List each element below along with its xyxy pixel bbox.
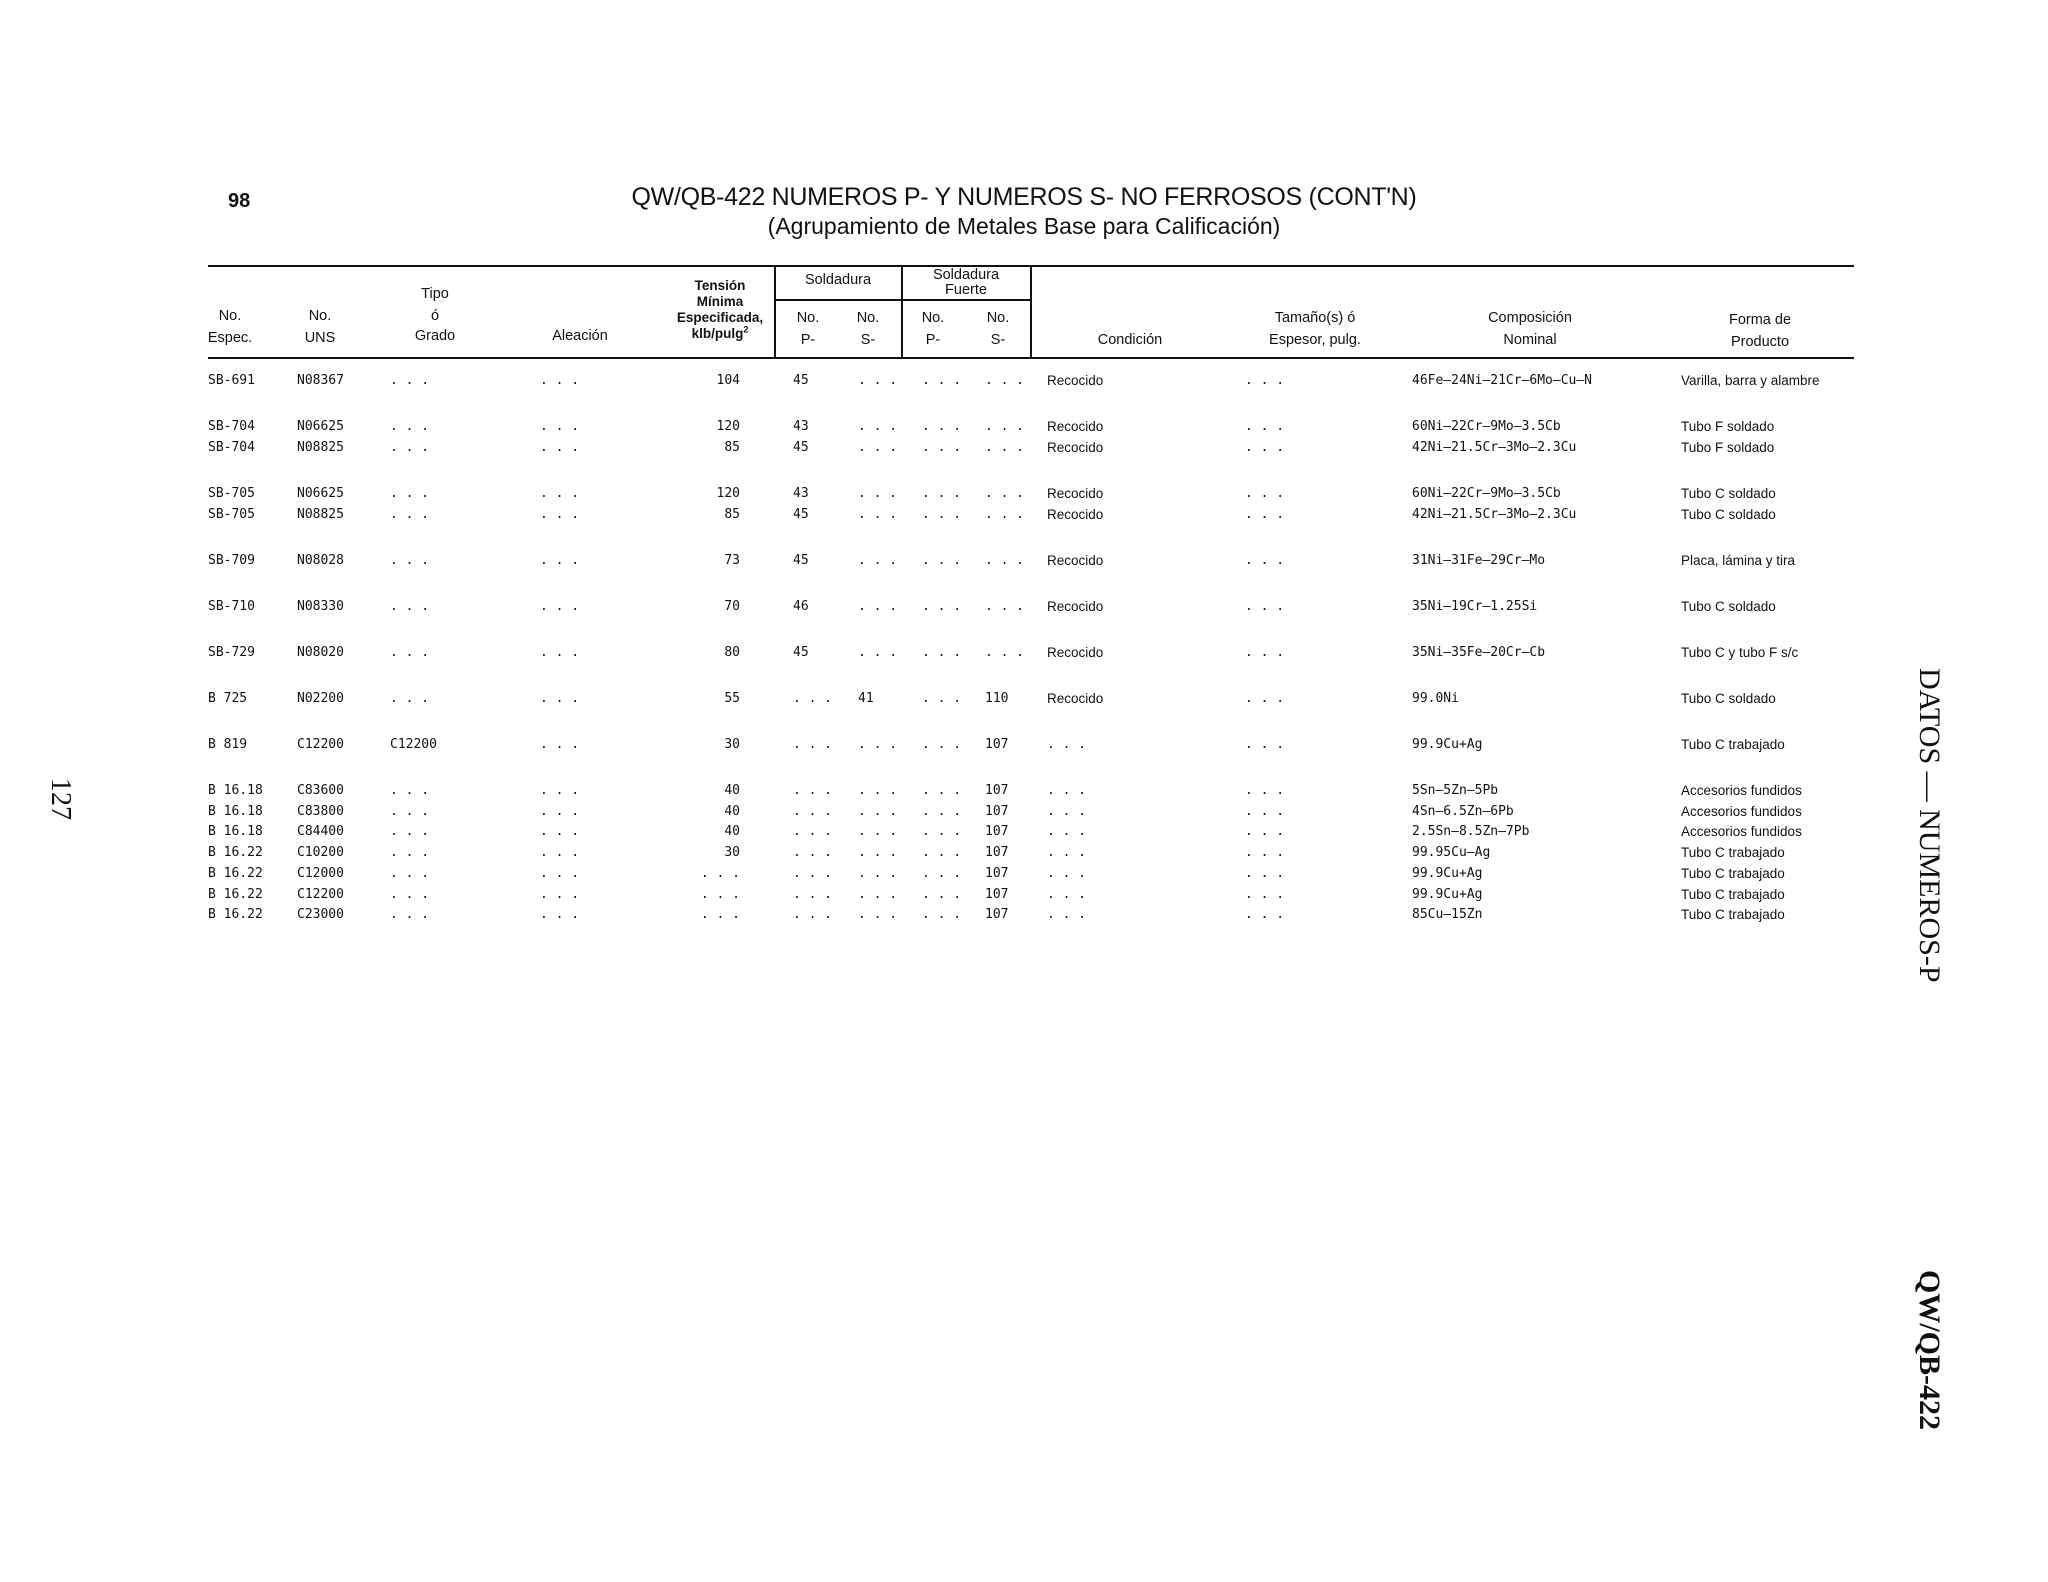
- cell-condicion: Recocido: [1047, 507, 1104, 522]
- cell-bs: 107: [985, 845, 1009, 860]
- cell-ws: . . .: [858, 486, 898, 501]
- cell-tension: . . .: [700, 887, 740, 902]
- cell-uns: C84400: [297, 824, 344, 839]
- cell-uns: C12000: [297, 866, 344, 881]
- cell-forma: Tubo C trabajado: [1681, 845, 1785, 860]
- page-number: 98: [228, 190, 251, 212]
- cell-bp: . . .: [922, 373, 962, 388]
- cell-wp: . . .: [793, 907, 833, 922]
- header-tension-exponent: 2: [743, 324, 749, 335]
- cell-composicion: 46Fe–24Ni–21Cr–6Mo–Cu–N: [1412, 373, 1593, 388]
- cell-uns: N08825: [297, 507, 344, 522]
- cell-bp: . . .: [922, 486, 962, 501]
- cell-spec: B 16.22: [208, 845, 263, 860]
- cell-tipo: . . .: [390, 907, 430, 922]
- cell-condicion: . . .: [1047, 866, 1087, 881]
- cell-spec: SB-705: [208, 486, 255, 501]
- cell-ws: . . .: [858, 907, 898, 922]
- cell-forma: Tubo C y tubo F s/c: [1681, 645, 1799, 660]
- cell-composicion: 42Ni–21.5Cr–3Mo–2.3Cu: [1412, 440, 1577, 455]
- cell-bs: 107: [985, 783, 1009, 798]
- cell-bp: . . .: [922, 845, 962, 860]
- cell-wp: . . .: [793, 824, 833, 839]
- cell-composicion: 5Sn–5Zn–5Pb: [1412, 783, 1499, 798]
- cell-composicion: 99.0Ni: [1412, 691, 1459, 706]
- cell-uns: C10200: [297, 845, 344, 860]
- cell-tension: 30: [724, 737, 740, 752]
- cell-bp: . . .: [922, 783, 962, 798]
- cell-wp: . . .: [793, 866, 833, 881]
- cell-tipo: . . .: [390, 599, 430, 614]
- cell-condicion: . . .: [1047, 907, 1087, 922]
- cell-forma: Tubo C soldado: [1681, 486, 1776, 501]
- cell-tipo: . . .: [390, 507, 430, 522]
- cell-wp: 45: [793, 645, 809, 660]
- cell-forma: Tubo F soldado: [1681, 419, 1775, 434]
- cell-condicion: Recocido: [1047, 645, 1104, 660]
- cell-spec: SB-710: [208, 599, 255, 614]
- cell-spec: B 16.22: [208, 907, 263, 922]
- cell-bp: . . .: [922, 804, 962, 819]
- side-label-top: DATOS — NUMEROS-P: [1913, 668, 1946, 983]
- cell-forma: Tubo C trabajado: [1681, 737, 1785, 752]
- cell-composicion: 99.9Cu+Ag: [1412, 887, 1483, 902]
- cell-forma: Tubo F soldado: [1681, 440, 1775, 455]
- header-soldadura-s: No. S-: [856, 310, 880, 348]
- cell-bp: . . .: [922, 507, 962, 522]
- cell-composicion: 35Ni–19Cr–1.25Si: [1412, 599, 1538, 614]
- cell-ws: . . .: [858, 440, 898, 455]
- cell-wp: 45: [793, 440, 809, 455]
- header-tamano: Tamaño(s) ó Espesor, pulg.: [1269, 310, 1361, 348]
- cell-composicion: 2.5Sn–8.5Zn–7Pb: [1412, 824, 1530, 839]
- cell-spec: B 725: [208, 691, 248, 706]
- header-fuerte-s: No. S-: [986, 310, 1010, 348]
- cell-tamano: . . .: [1245, 691, 1285, 706]
- header-condicion: Condición: [1097, 332, 1163, 348]
- cell-bs: . . .: [985, 440, 1025, 455]
- cell-forma: Accesorios fundidos: [1681, 783, 1802, 798]
- cell-condicion: Recocido: [1047, 553, 1104, 568]
- cell-forma: Tubo C soldado: [1681, 599, 1776, 614]
- cell-ws: . . .: [858, 866, 898, 881]
- cell-bs: . . .: [985, 486, 1025, 501]
- cell-tipo: . . .: [390, 804, 430, 819]
- header-composicion: Composición Nominal: [1488, 310, 1572, 348]
- cell-condicion: Recocido: [1047, 691, 1104, 706]
- cell-bs: . . .: [985, 553, 1025, 568]
- header-fuerte-p: No. P-: [921, 310, 945, 348]
- cell-condicion: Recocido: [1047, 486, 1104, 501]
- cell-tension: 85: [724, 440, 740, 455]
- cell-tension: 30: [724, 845, 740, 860]
- cell-uns: N08825: [297, 440, 344, 455]
- cell-tension: 55: [724, 691, 740, 706]
- cell-forma: Tubo C trabajado: [1681, 887, 1785, 902]
- cell-composicion: 60Ni–22Cr–9Mo–3.5Cb: [1412, 486, 1561, 501]
- cell-spec: B 819: [208, 737, 248, 752]
- cell-uns: N08367: [297, 373, 344, 388]
- cell-tipo: . . .: [390, 486, 430, 501]
- cell-forma: Tubo C trabajado: [1681, 907, 1785, 922]
- cell-forma: Accesorios fundidos: [1681, 824, 1802, 839]
- cell-tipo: . . .: [390, 553, 430, 568]
- cell-tamano: . . .: [1245, 845, 1285, 860]
- cell-tension: 104: [716, 373, 740, 388]
- cell-tipo: . . .: [390, 887, 430, 902]
- cell-tension: 85: [724, 507, 740, 522]
- cell-bs: . . .: [985, 507, 1025, 522]
- cell-condicion: Recocido: [1047, 373, 1104, 388]
- cell-tension: . . .: [700, 907, 740, 922]
- cell-uns: C83600: [297, 783, 344, 798]
- cell-uns: N08028: [297, 553, 344, 568]
- cell-bp: . . .: [922, 553, 962, 568]
- cell-ws: . . .: [858, 419, 898, 434]
- cell-uns: C12200: [297, 887, 344, 902]
- cell-tension: 80: [724, 645, 740, 660]
- cell-ws: . . .: [858, 887, 898, 902]
- cell-tamano: . . .: [1245, 783, 1285, 798]
- cell-ws: . . .: [858, 645, 898, 660]
- cell-ws: . . .: [858, 553, 898, 568]
- cell-wp: 43: [793, 419, 809, 434]
- cell-forma: Varilla, barra y alambre: [1681, 373, 1820, 388]
- cell-spec: SB-709: [208, 553, 255, 568]
- cell-forma: Accesorios fundidos: [1681, 804, 1802, 819]
- cell-aleacion: . . .: [540, 887, 580, 902]
- cell-tipo: . . .: [390, 440, 430, 455]
- cell-tension: 120: [716, 419, 740, 434]
- cell-bp: . . .: [922, 887, 962, 902]
- cell-bs: . . .: [985, 373, 1025, 388]
- cell-spec: SB-729: [208, 645, 255, 660]
- cell-aleacion: . . .: [540, 691, 580, 706]
- cell-bp: . . .: [922, 645, 962, 660]
- cell-composicion: 31Ni–31Fe–29Cr–Mo: [1412, 553, 1546, 568]
- cell-bp: . . .: [922, 599, 962, 614]
- header-tipo: Tipo ó Grado: [414, 286, 456, 344]
- table-subtitle: (Agrupamiento de Metales Base para Calificación): [767, 213, 1281, 239]
- cell-bs: . . .: [985, 419, 1025, 434]
- cell-composicion: 99.9Cu+Ag: [1412, 866, 1483, 881]
- cell-composicion: 99.95Cu–Ag: [1412, 845, 1491, 860]
- cell-tamano: . . .: [1245, 645, 1285, 660]
- cell-tipo: . . .: [390, 645, 430, 660]
- cell-tamano: . . .: [1245, 866, 1285, 881]
- cell-uns: N06625: [297, 486, 344, 501]
- cell-wp: 43: [793, 486, 809, 501]
- cell-aleacion: . . .: [540, 737, 580, 752]
- cell-wp: 46: [793, 599, 809, 614]
- cell-wp: . . .: [793, 887, 833, 902]
- cell-aleacion: . . .: [540, 599, 580, 614]
- cell-aleacion: . . .: [540, 553, 580, 568]
- cell-aleacion: . . .: [540, 907, 580, 922]
- cell-uns: C12200: [297, 737, 344, 752]
- cell-condicion: . . .: [1047, 804, 1087, 819]
- cell-wp: 45: [793, 373, 809, 388]
- table-title: QW/QB-422 NUMEROS P- Y NUMEROS S- NO FERROSOS (CONT'N): [631, 183, 1417, 211]
- cell-spec: B 16.22: [208, 887, 263, 902]
- cell-bs: 107: [985, 824, 1009, 839]
- cell-spec: SB-705: [208, 507, 255, 522]
- side-label-bottom: QW/QB-422: [1913, 1270, 1946, 1431]
- cell-tipo: C12200: [390, 737, 437, 752]
- cell-wp: . . .: [793, 737, 833, 752]
- cell-condicion: Recocido: [1047, 440, 1104, 455]
- cell-wp: . . .: [793, 691, 833, 706]
- cell-ws: . . .: [858, 824, 898, 839]
- cell-tamano: . . .: [1245, 486, 1285, 501]
- cell-tipo: . . .: [390, 419, 430, 434]
- cell-wp: 45: [793, 553, 809, 568]
- header-soldadura: Soldadura: [804, 272, 872, 288]
- cell-wp: . . .: [793, 845, 833, 860]
- cell-tamano: . . .: [1245, 804, 1285, 819]
- cell-bs: 107: [985, 737, 1009, 752]
- cell-forma: Tubo C soldado: [1681, 507, 1776, 522]
- cell-tamano: . . .: [1245, 507, 1285, 522]
- cell-bs: . . .: [985, 599, 1025, 614]
- cell-tamano: . . .: [1245, 737, 1285, 752]
- cell-condicion: . . .: [1047, 824, 1087, 839]
- cell-condicion: . . .: [1047, 845, 1087, 860]
- cell-tipo: . . .: [390, 783, 430, 798]
- cell-forma: Tubo C soldado: [1681, 691, 1776, 706]
- cell-tipo: . . .: [390, 866, 430, 881]
- cell-aleacion: . . .: [540, 824, 580, 839]
- cell-aleacion: . . .: [540, 486, 580, 501]
- cell-uns: C83800: [297, 804, 344, 819]
- cell-ws: . . .: [858, 507, 898, 522]
- cell-aleacion: . . .: [540, 783, 580, 798]
- cell-ws: 41: [858, 691, 874, 706]
- cell-bs: 107: [985, 907, 1009, 922]
- cell-bs: 107: [985, 866, 1009, 881]
- cell-spec: SB-704: [208, 440, 255, 455]
- cell-bs: 107: [985, 887, 1009, 902]
- cell-bp: . . .: [922, 737, 962, 752]
- cell-ws: . . .: [858, 804, 898, 819]
- cell-bs: 107: [985, 804, 1009, 819]
- cell-tipo: . . .: [390, 373, 430, 388]
- cell-tipo: . . .: [390, 845, 430, 860]
- divider-soldadura-right: [1030, 266, 1032, 358]
- cell-spec: SB-691: [208, 373, 255, 388]
- cell-bp: . . .: [922, 440, 962, 455]
- cell-aleacion: . . .: [540, 866, 580, 881]
- cell-bp: . . .: [922, 907, 962, 922]
- cell-composicion: 85Cu–15Zn: [1412, 907, 1483, 922]
- cell-ws: . . .: [858, 845, 898, 860]
- cell-spec: SB-704: [208, 419, 255, 434]
- cell-spec: B 16.18: [208, 824, 263, 839]
- cell-tension: 40: [724, 824, 740, 839]
- cell-tamano: . . .: [1245, 373, 1285, 388]
- cell-bp: . . .: [922, 691, 962, 706]
- cell-uns: N08330: [297, 599, 344, 614]
- cell-tamano: . . .: [1245, 599, 1285, 614]
- cell-uns: N06625: [297, 419, 344, 434]
- cell-bp: . . .: [922, 419, 962, 434]
- cell-ws: . . .: [858, 373, 898, 388]
- header-tension-unit: klb/pulg: [691, 326, 744, 341]
- side-page-number: 127: [45, 778, 76, 820]
- cell-ws: . . .: [858, 599, 898, 614]
- cell-aleacion: . . .: [540, 373, 580, 388]
- cell-aleacion: . . .: [540, 845, 580, 860]
- cell-tipo: . . .: [390, 691, 430, 706]
- cell-uns: N08020: [297, 645, 344, 660]
- cell-aleacion: . . .: [540, 645, 580, 660]
- cell-tamano: . . .: [1245, 553, 1285, 568]
- cell-tamano: . . .: [1245, 907, 1285, 922]
- cell-aleacion: . . .: [540, 419, 580, 434]
- cell-tamano: . . .: [1245, 887, 1285, 902]
- cell-uns: C23000: [297, 907, 344, 922]
- cell-tamano: . . .: [1245, 440, 1285, 455]
- cell-tension: . . .: [700, 866, 740, 881]
- cell-aleacion: . . .: [540, 804, 580, 819]
- cell-ws: . . .: [858, 783, 898, 798]
- cell-wp: . . .: [793, 783, 833, 798]
- cell-composicion: 35Ni–35Fe–20Cr–Cb: [1412, 645, 1546, 660]
- cell-composicion: 4Sn–6.5Zn–6Pb: [1412, 804, 1514, 819]
- cell-composicion: 42Ni–21.5Cr–3Mo–2.3Cu: [1412, 507, 1577, 522]
- cell-condicion: Recocido: [1047, 419, 1104, 434]
- cell-bp: . . .: [922, 866, 962, 881]
- header-forma: Forma de Producto: [1728, 312, 1792, 350]
- header-soldadura-fuerte: Soldadura Fuerte: [932, 267, 1000, 298]
- cell-forma: Tubo C trabajado: [1681, 866, 1785, 881]
- cell-tension: 40: [724, 783, 740, 798]
- cell-bs: 110: [985, 691, 1009, 706]
- header-aleacion: Aleación: [552, 328, 608, 344]
- cell-condicion: . . .: [1047, 887, 1087, 902]
- cell-forma: Placa, lámina y tira: [1681, 553, 1796, 568]
- cell-tension: 120: [716, 486, 740, 501]
- cell-spec: B 16.22: [208, 866, 263, 881]
- cell-composicion: 60Ni–22Cr–9Mo–3.5Cb: [1412, 419, 1561, 434]
- header-uns: No. UNS: [304, 308, 336, 346]
- cell-spec: B 16.18: [208, 783, 263, 798]
- header-tension: Tensión Mínima Especificada, klb/pulg$^2$: [676, 278, 764, 341]
- cell-tension: 73: [724, 553, 740, 568]
- cell-wp: 45: [793, 507, 809, 522]
- cell-condicion: . . .: [1047, 783, 1087, 798]
- cell-tamano: . . .: [1245, 824, 1285, 839]
- cell-tipo: . . .: [390, 824, 430, 839]
- cell-uns: N02200: [297, 691, 344, 706]
- cell-tamano: . . .: [1245, 419, 1285, 434]
- cell-tension: 40: [724, 804, 740, 819]
- cell-spec: B 16.18: [208, 804, 263, 819]
- cell-bp: . . .: [922, 824, 962, 839]
- cell-aleacion: . . .: [540, 507, 580, 522]
- cell-aleacion: . . .: [540, 440, 580, 455]
- cell-composicion: 99.9Cu+Ag: [1412, 737, 1483, 752]
- header-spec: No. Espec.: [207, 308, 253, 346]
- cell-condicion: . . .: [1047, 737, 1087, 752]
- cell-bs: . . .: [985, 645, 1025, 660]
- cell-condicion: Recocido: [1047, 599, 1104, 614]
- cell-tension: 70: [724, 599, 740, 614]
- cell-wp: . . .: [793, 804, 833, 819]
- cell-ws: . . .: [858, 737, 898, 752]
- header-soldadura-p: No. P-: [796, 310, 820, 348]
